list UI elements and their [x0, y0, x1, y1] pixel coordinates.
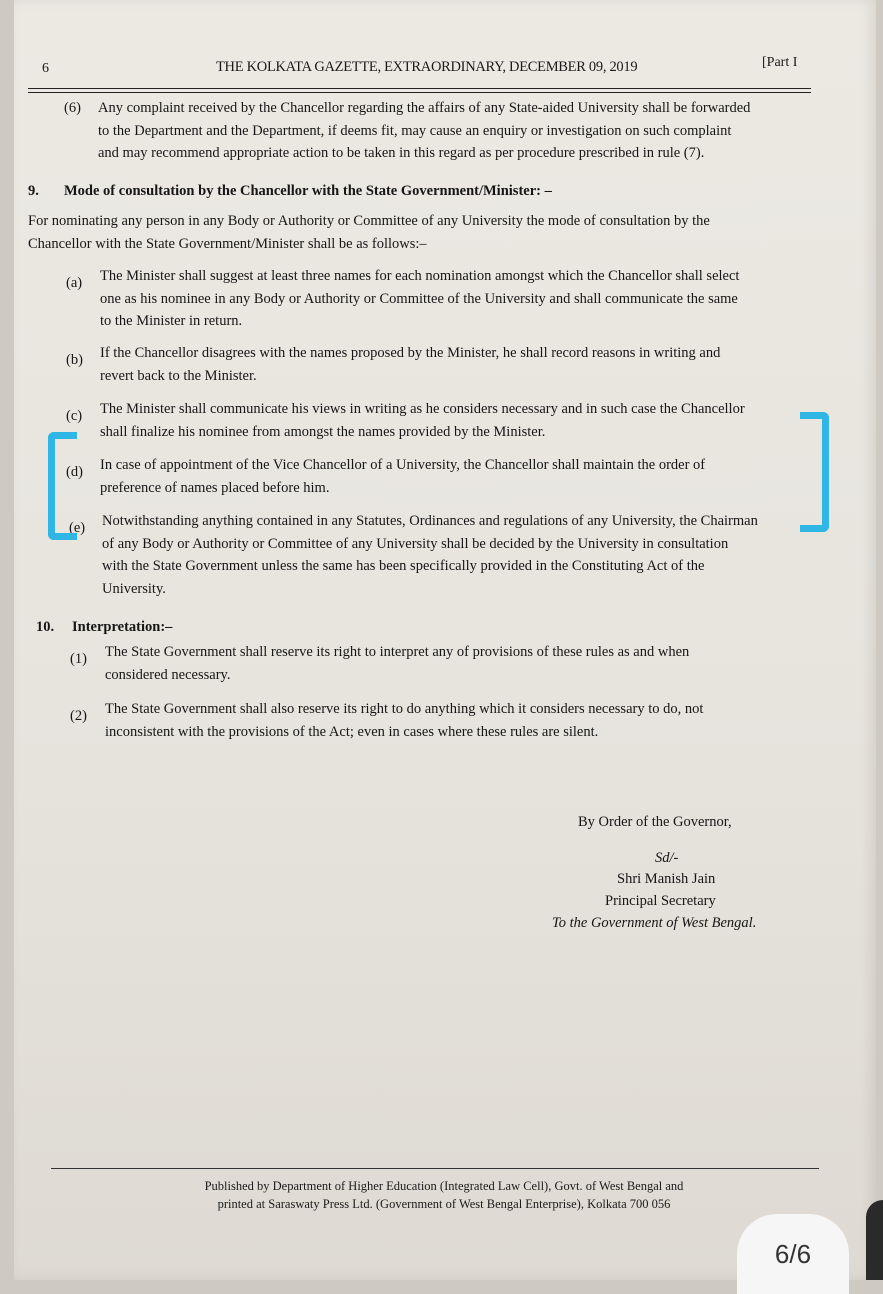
text-line: Notwithstanding anything contained in any Statutes, Ordinances and regulations of any University, the Chairman — [102, 513, 758, 529]
text-line: The Minister shall suggest at least three names for each nomination amongst which the Chancellor shall select — [100, 268, 740, 284]
text-line: of any Body or Authority or Committee of any University shall be decided by the University in consultation — [102, 535, 729, 552]
section-heading: Mode of consultation by the Chancellor with the State Government/Minister: – — [64, 183, 552, 199]
header-rule — [28, 88, 811, 89]
text-line: University. — [102, 580, 166, 597]
item-number: (c) — [66, 408, 83, 424]
section-heading: Interpretation:– — [72, 619, 173, 635]
paragraph-item-d — [100, 454, 792, 499]
text-line: considered necessary. — [105, 666, 231, 683]
page-header — [28, 55, 818, 77]
paragraph-item-b — [100, 342, 792, 387]
text-line: one as his nominee in any Body or Authority or Committee of the University and shall communicate the same — [100, 290, 738, 307]
header-rule-double — [28, 92, 811, 93]
text-line: In case of appointment of the Vice Chancellor of a University, the Chancellor shall maintain the order of — [100, 457, 706, 473]
highlight-bracket-left — [48, 432, 77, 540]
text-line: Any complaint received by the Chancellor regarding the affairs of any State-aided University shall be forwarded — [98, 100, 751, 116]
part-label: [Part I — [762, 55, 798, 70]
paragraph-item-6 — [98, 97, 800, 165]
gazette-title: THE KOLKATA GAZETTE, EXTRAORDINARY, DECEMBER 09, 2019 — [216, 59, 638, 75]
screen-edge — [866, 1200, 883, 1280]
text-line: If the Chancellor disagrees with the names proposed by the Minister, he shall record reasons in writing and — [100, 345, 721, 361]
text-line: to the Minister in return. — [100, 313, 243, 329]
text-line: The State Government shall also reserve its right to do anything which it considers necessary to do, not — [105, 701, 704, 717]
text-line: The State Government shall reserve its right to interpret any of provisions of these rules as and when — [105, 644, 690, 660]
highlight-bracket-right — [800, 412, 829, 532]
paragraph-item-e — [102, 510, 792, 600]
page-number: 6 — [42, 61, 49, 76]
page-indicator: 6/6 — [737, 1214, 849, 1294]
signatory-name: Shri Manish Jain — [617, 871, 716, 887]
text-line: and may recommend appropriate action to be taken in this regard as per procedure prescribed in rule (7). — [98, 145, 705, 161]
item-number: (d) — [66, 464, 83, 480]
text-line: shall finalize his nominee from amongst the names provided by the Minister. — [100, 423, 546, 440]
item-number: (6) — [64, 100, 81, 116]
text-line: For nominating any person in any Body or Authority or Committee of any University the mode of consultation by the — [28, 213, 710, 229]
item-number: (e) — [69, 520, 86, 536]
by-order-line: By Order of the Governor, — [578, 814, 732, 830]
section-number: 9. — [28, 183, 39, 199]
text-line: Chancellor with the State Government/Minister shall be as follows:– — [28, 235, 427, 252]
paragraph-item-1 — [105, 641, 798, 686]
text-line: to the Department and the Department, if deems fit, may cause an enquiry or investigation on such complaint — [98, 122, 732, 139]
gazette-page — [14, 0, 876, 1280]
text-line: with the State Government unless the same has been specifically provided in the Constituting Act of the — [102, 558, 705, 574]
item-number: (1) — [70, 651, 87, 667]
text-line: The Minister shall communicate his views in writing as he considers necessary and in such case the Chancellor — [100, 401, 745, 417]
signatory-government: To the Government of West Bengal. — [552, 915, 757, 931]
section-intro — [28, 210, 803, 255]
sd-mark: Sd/- — [655, 850, 679, 866]
text-line: revert back to the Minister. — [100, 367, 257, 384]
item-number: (b) — [66, 352, 83, 368]
item-number: (a) — [66, 275, 83, 291]
item-number: (2) — [70, 708, 87, 724]
text-line: inconsistent with the provisions of the Act; even in cases where these rules are silent. — [105, 723, 599, 740]
signatory-designation: Principal Secretary — [605, 893, 716, 909]
paragraph-item-2 — [105, 698, 798, 743]
publisher-footer — [164, 1177, 724, 1213]
text-line: preference of names placed before him. — [100, 479, 330, 496]
footer-line: Published by Department of Higher Education (Integrated Law Cell), Govt. of West Bengal and — [204, 1179, 684, 1193]
footer-rule — [51, 1168, 819, 1169]
footer-line: printed at Saraswaty Press Ltd. (Government of West Bengal Enterprise), Kolkata 700 056 — [217, 1197, 671, 1211]
paragraph-item-c — [100, 398, 792, 443]
paragraph-item-a — [100, 265, 792, 333]
section-number: 10. — [36, 619, 55, 635]
